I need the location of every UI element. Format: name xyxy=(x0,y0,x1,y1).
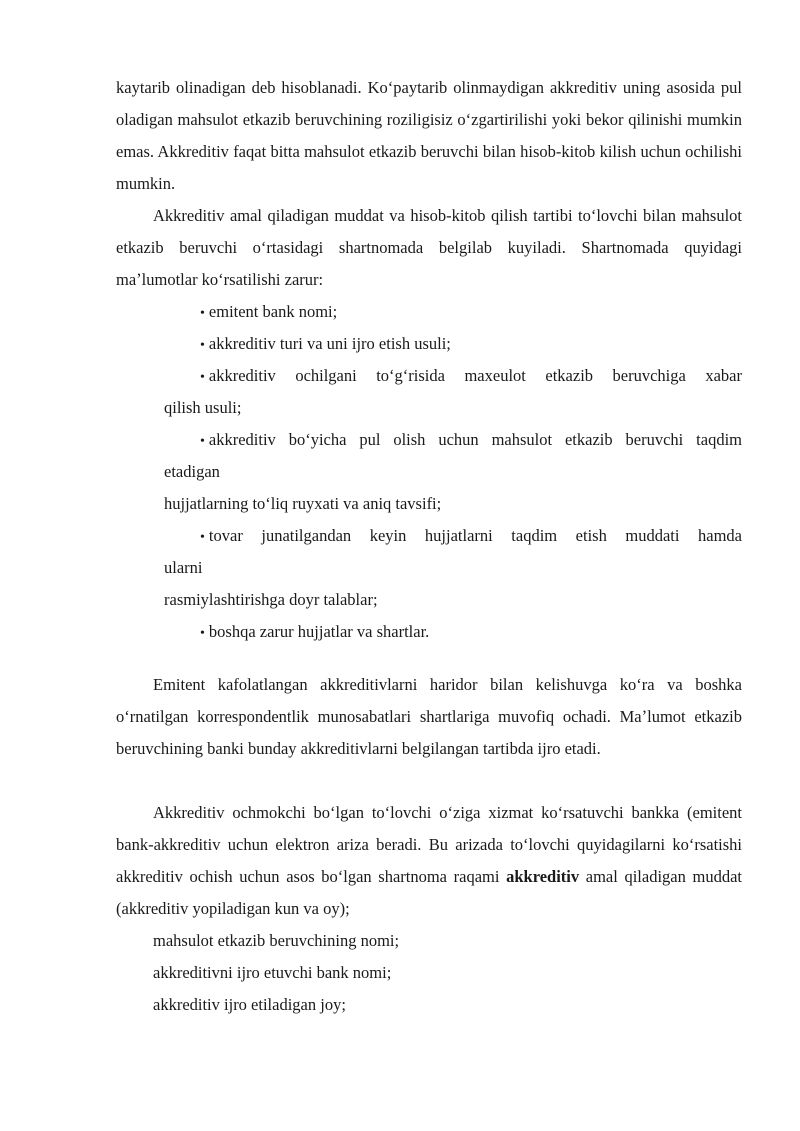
bullet-icon: • xyxy=(200,530,205,545)
bullet-text: akkreditiv boʻyicha pul olish uchun mahsulot etkazib beruvchi taqdim xyxy=(208,430,742,449)
bullet-item-3 xyxy=(200,360,742,394)
bullet-icon: • xyxy=(200,370,205,385)
bullet-item-1 xyxy=(200,296,742,330)
list-line-1: mahsulot etkazib beruvchining nomi; xyxy=(153,931,400,950)
bullet-item-2 xyxy=(200,328,742,362)
list-line-3: akkreditiv ijro etiladigan joy; xyxy=(153,995,346,1014)
bullet-continuation: ularni xyxy=(164,558,203,577)
bullet-icon: • xyxy=(200,434,205,449)
paragraph-1: kaytarib olinadigan deb hisoblanadi. Koʻpaytarib olinmaydigan akkreditiv uning asosida pul oladigan mahsulot etkazib beruvchining roziligisiz oʻzgartirilishi yoki bekor qilinishi mumkin emas. Akkreditiv faqat bitta mahsulot etkazib beruvchi bilan hisob-kitob kilish uchun ochilishi mumkin. xyxy=(116,78,742,193)
bullet-continuation: rasmiylashtirishga doyr talablar; xyxy=(164,590,378,609)
bullet-icon: • xyxy=(200,626,205,641)
bullet-item-6 xyxy=(200,616,742,650)
bullet-text: tovar junatilgandan keyin hujjatlarni taqdim etish muddati hamda xyxy=(208,526,742,545)
bullet-text: akkreditiv turi va uni ijro etish usuli; xyxy=(208,334,451,353)
bullet-icon: • xyxy=(200,306,205,321)
bullet-text: emitent bank nomi; xyxy=(208,302,338,321)
bullet-continuation: qilish usuli; xyxy=(164,398,242,417)
paragraph-4-text: Akkreditiv ochmokchi boʻlgan toʻlovchi oʻziga xizmat koʻrsatuvchi bankka (emitent bank-akkreditiv uchun elektron ariza beradi. Bu arizada toʻlovchi quyidagilarni koʻrsatishi akkreditiv ochish uchun asos boʻlgan shartnoma raqami xyxy=(116,803,742,886)
bullet-icon: • xyxy=(200,338,205,353)
bold-term: akkreditiv xyxy=(506,867,580,886)
bullet-item-4 xyxy=(200,424,742,458)
bullet-item-5 xyxy=(200,520,742,554)
paragraph-4-tail: amal qiladigan muddat (akkreditiv yopiladigan kun va oy); xyxy=(116,867,742,918)
bullet-continuation: hujjatlarning toʻliq ruyxati va aniq tavsifi; xyxy=(164,494,442,513)
paragraph-3: Emitent kafolatlangan akkreditivlarni haridor bilan kelishuvga koʻra va boshka oʻrnatilgan korrespondentlik munosabatlari shartlariga muvofiq ochadi. Maʼlumot etkazib beruvchining banki bunday akkreditivlarni belgilangan tartibda ijro etadi. xyxy=(116,675,742,758)
list-line-2: akkreditivni ijro etuvchi bank nomi; xyxy=(153,963,392,982)
bullet-continuation: etadigan xyxy=(164,462,220,481)
paragraph-4 xyxy=(116,797,742,925)
bullet-text: boshqa zarur hujjatlar va shartlar. xyxy=(208,622,430,641)
bullet-text: akkreditiv ochilgani toʻgʻrisida maxeulot etkazib beruvchiga xabar xyxy=(208,366,742,385)
paragraph-2: Akkreditiv amal qiladigan muddat va hisob-kitob qilish tartibi toʻlovchi bilan mahsulot etkazib beruvchi oʻrtasidagi shartnomada belgilab kuyiladi. Shartnomada quyidagi maʼlumotlar koʻrsatilishi zarur: xyxy=(116,206,742,289)
